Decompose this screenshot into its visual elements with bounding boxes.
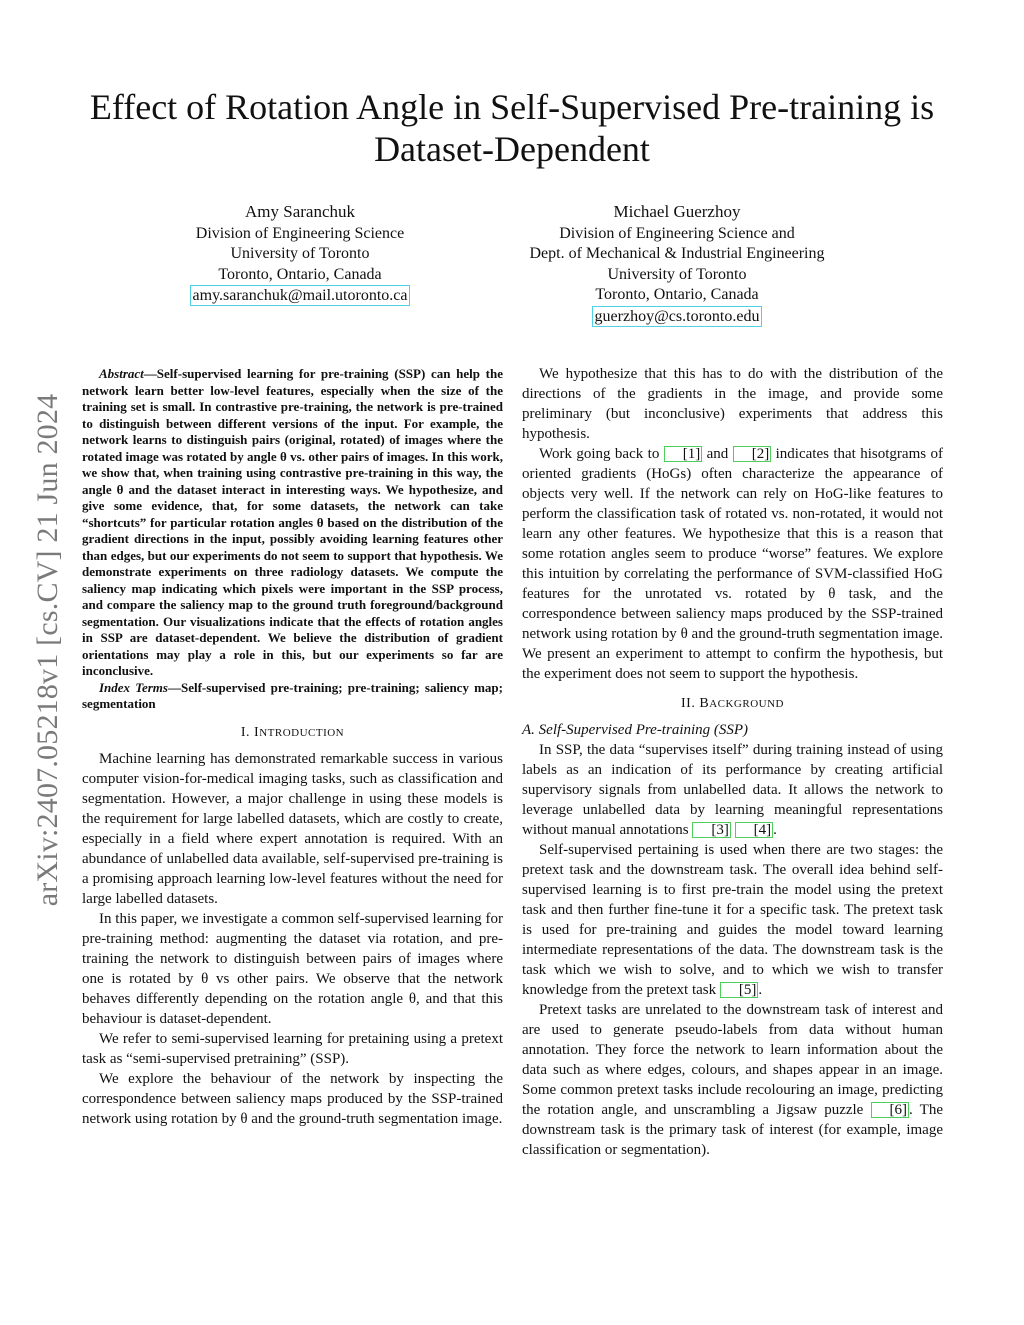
section-heading-background: II. BACKGROUND xyxy=(681,696,784,711)
citation-link[interactable]: [5] xyxy=(720,982,759,998)
author-name: Michael Guerzhoy xyxy=(613,202,741,221)
author-email-link[interactable]: amy.saranchuk@mail.utoronto.ca xyxy=(190,285,411,306)
paragraph: Self-supervised pertaining is used when there are two stages: the pretext task and the downstream task. The overall idea behind self-supervised learning is to first pre-train the model using the pretext task and then further fine-tune it for a specific task. The pretext task is used for pre-training and guides the model toward learning intermediate representations of the data. The downstream task is the task which we wish to solve, and to which we wish to transfer knowledge from the pretext task [5] . xyxy=(522,842,943,998)
paper-title: Effect of Rotation Angle in Self-Supervised Pre-training is Dataset-Dependent xyxy=(89,87,935,169)
index-terms-text: —Self-supervised pre-training; pre-training; saliency map; segmentation xyxy=(82,679,503,711)
author-email-link[interactable]: guerzhoy@cs.toronto.edu xyxy=(592,306,763,327)
citation-link[interactable]: [6] xyxy=(871,1102,910,1118)
author-affiliation-line: Dept. of Mechanical & Industrial Engineering xyxy=(529,245,825,263)
author-name: Amy Saranchuk xyxy=(244,202,355,221)
author-affiliation-line: Division of Engineering Science and xyxy=(559,224,795,242)
citation-link[interactable]: [2] xyxy=(733,446,772,462)
paragraph: Machine learning has demonstrated remarkable success in various computer vision-for-medical imaging tasks, such as classification and segmentation. However, a major challenge in using these models is the requirement for large labelled datasets, which are costly to create, especially in a field where expert annotation is required. With an abundance of unlabelled data available, self-supervised pre-training is a promising approach learning low-level features without the need for large labelled datasets. xyxy=(82,750,503,907)
paragraph: In SSP, the data “supervises itself” during training instead of using labels as an indication of its performance by creating artificial supervisory signals from unlabelled data. It allows the network to leverage unlabelled data by learning meaningful representations without manual annotations [3] [4] . xyxy=(522,742,943,838)
paragraph: We explore the behaviour of the network by inspecting the correspondence between saliency maps produced by the SSP-trained network using rotation by θ and the ground-truth segmentation image. xyxy=(82,1070,503,1127)
author-block-2 xyxy=(492,202,862,328)
author-affiliation-line: Division of Engineering Science xyxy=(195,224,405,242)
abstract-text: —Self-supervised learning for pre-training (SSP) can help the network learn better low-level features, especially when the size of the training set is small. In contrastive pre-training, the network is pre-trained to distinguish between different versions of the input. For example, the network learns to distinguish pairs (original, rotated) of images where the rotated image was rotated by angle θ vs. other pairs of images. In this work, we show that, when training using contrastive pre-training in this way, the angle θ and the dataset interact in interesting ways. We hypothesize, and give some evidence, that, for some datasets, the network can take “shortcuts” for particular rotation angles θ based on the distribution of the gradient directions in the input, possibly avoiding learning features other than edges, but our experiments do not seem to support that hypothesis. We demonstrate experiments on three radiology datasets. We compute the saliency map indicating which pixels were important in the SSP process, and compare the saliency map to the ground truth foreground/background segmentation. Our visualizations indicate that the effects of rotation angles in SSP are dataset-dependent. We believe the distribution of gradient orientations may play a role in this, but our experiments so far are inconclusive. xyxy=(82,366,503,678)
right-column xyxy=(522,364,943,1160)
paragraph: In this paper, we investigate a common self-supervised learning for pre-training method: augmenting the dataset via rotation, and pre-training the network to distinguish between pairs of images where one is rotated by θ vs other pairs. We observe that the network behaves differently depending on the rotation angle θ, and that this behaviour is dataset-dependent. xyxy=(82,910,503,1027)
author-affiliation-line: University of Toronto xyxy=(607,265,747,283)
left-column xyxy=(82,366,503,1129)
index-terms-label: Index Terms xyxy=(99,679,168,695)
paragraph: Pretext tasks are unrelated to the downstream task of interest and are used to generate pseudo-labels from data without human annotation. They force the network to learn information about the data such as where edges, colours, and shapes appear in an image. Some common pretext tasks include recolouring an image, predicting the rotation angle, and unscrambling a Jigsaw puzzle [6] . The downstream task is the primary task of interest (for example, image classification or segmentation). xyxy=(522,1002,943,1158)
citation-link[interactable]: [4] xyxy=(735,822,774,838)
subsection-heading: A. Self-Supervised Pre-training (SSP) xyxy=(522,722,749,738)
citation-link[interactable]: [1] xyxy=(664,446,703,462)
author-affiliation-line: Toronto, Ontario, Canada xyxy=(595,286,759,304)
author-affiliation-line: University of Toronto xyxy=(230,245,370,263)
citation-link[interactable]: [3] xyxy=(692,822,731,838)
paragraph: We hypothesize that this has to do with the distribution of the directions of the gradients in the image, and provide some preliminary (but inconclusive) experiments that address this hypothesis. xyxy=(522,366,943,442)
abstract-label: Abstract xyxy=(99,366,144,381)
abstract xyxy=(82,366,503,713)
author-affiliation-line: Toronto, Ontario, Canada xyxy=(218,265,382,283)
section-heading-introduction: I. INTRODUCTION xyxy=(240,724,345,740)
arxiv-stamp xyxy=(30,350,66,950)
paragraph: Work going back to [1] and [2] indicates that hisotgrams of oriented gradients (HoGs) often characterize the appearance of objects very well. If the network can rely on HoG-like features to perform the classification task of rotated vs. non-rotated, it would not learn any other features. We hypothesize that this is a reason that some rotation angles seem to produce “worse” features. We explore this intuition by correlating the performance of SVM-classified HoG features for the unrotated vs. rotated by θ task, and the correspondence between saliency maps produced by the SSP-trained network using rotation by θ and the ground-truth segmentation image. We present an experiment to attempt to confirm the hypothesis, but the experiment does not seem to support the hypothesis. xyxy=(522,446,943,682)
arxiv-id: arXiv:2407.05218v1 [cs.CV] 21 Jun 2024 xyxy=(31,393,64,907)
author-block-1 xyxy=(150,202,450,307)
paragraph: We refer to semi-supervised learning for pretaining using a pretext task as “semi-supervised pretraining” (SSP). xyxy=(82,1030,503,1067)
